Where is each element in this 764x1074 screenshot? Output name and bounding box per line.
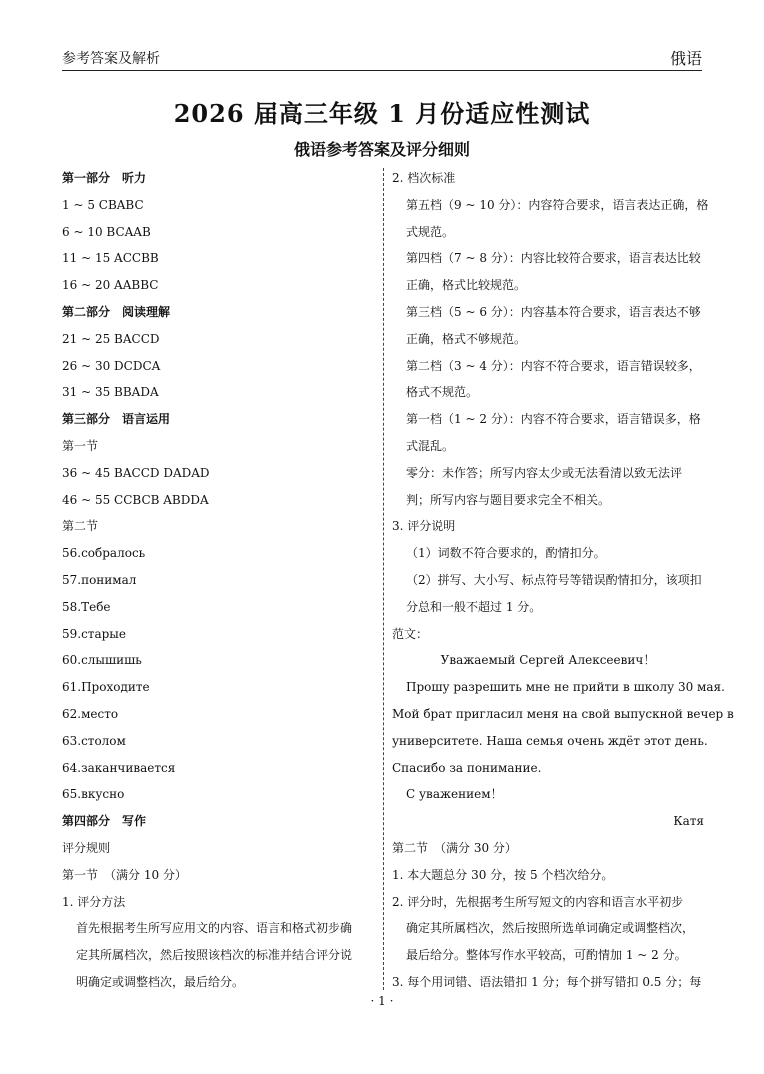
- subsection-label: 2. 档次标准: [392, 171, 456, 185]
- letter-greeting: Уважаемый Сергей Алексеевич！: [440, 653, 656, 668]
- paragraph-line: 正确，格式比较规范。: [406, 278, 527, 293]
- page-subtitle: 俄语参考答案及评分细则: [293, 140, 470, 159]
- letter-line: Мой брат пригласил меня на свой выпускной вечер в: [392, 706, 734, 721]
- paragraph-line: 第五档（9 ~ 10 分）：内容符合要求，语言表达正确，格: [406, 197, 709, 212]
- paragraph-line: 最后给分。整体写作水平较高，可酌情加 1 ~ 2 分。: [406, 948, 687, 963]
- letter-closing: С уважением！: [406, 787, 503, 802]
- answer-line: 16 ~ 20 AABBC: [62, 278, 159, 293]
- paragraph-line: 第四档（7 ~ 8 分）：内容比较符合要求，语言表达比较: [406, 251, 701, 266]
- subsection-label: 3. 评分说明: [392, 519, 456, 534]
- section-heading: 第一部分 听力: [62, 171, 147, 185]
- paragraph-line: 式规范。: [406, 224, 455, 239]
- paragraph-line: 第一档（1 ~ 2 分）：内容不符合要求，语言错误多，格: [406, 412, 701, 427]
- paragraph-line: 第三档（5 ~ 6 分）：内容基本符合要求，语言表达不够: [406, 304, 701, 319]
- paragraph-line: 正确，格式不够规范。: [406, 331, 527, 346]
- paragraph-line: 判；所写内容与题目要求完全不相关。: [406, 492, 611, 507]
- letter-line: Прошу разрешить мне не прийти в школу 30 мая.: [406, 680, 725, 695]
- column-divider: [383, 168, 384, 990]
- paragraph-line: 2. 评分时，先根据考生所写短文的内容和语言水平初步: [392, 894, 684, 909]
- paragraph-line: 第二档（3 ~ 4 分）：内容不符合要求，语言错误较多，: [406, 358, 701, 373]
- right-column: [392, 165, 734, 996]
- paragraph-line: 1. 本大题总分 30 分，按 5 个档次给分。: [392, 867, 614, 882]
- subsection-label: 第一节 （满分 10 分）: [62, 867, 187, 882]
- answer-line: 36 ~ 45 BACCD DADAD: [62, 465, 210, 480]
- answer-line: 6 ~ 10 BCAAB: [62, 224, 151, 239]
- answer-line: 1 ~ 5 CBABC: [62, 197, 144, 212]
- answer-line: 58.Тебе: [62, 599, 111, 614]
- paragraph-line: 定其所属档次，然后按照该档次的标准并结合评分说: [76, 948, 353, 963]
- paragraph-line: （2）拼写、大小写、标点符号等错误酌情扣分，该项扣: [406, 572, 702, 587]
- subsection-label: 范文：: [392, 626, 429, 641]
- paragraph-line: 零分：未作答；所写内容太少或无法看清以致无法评: [406, 465, 683, 480]
- answer-line: 26 ~ 30 DCDCA: [62, 358, 161, 373]
- paragraph-line: 格式不规范。: [406, 385, 479, 400]
- subsection-label: 第二节 （满分 30 分）: [392, 840, 517, 855]
- answer-line: 11 ~ 15 ACCBB: [62, 251, 159, 266]
- paragraph-line: 分总和一般不超过 1 分。: [406, 599, 542, 614]
- page-number: · 1 ·: [370, 994, 394, 1008]
- answer-line: 64.заканчивается: [62, 760, 176, 775]
- header-left: 参考答案及解析: [62, 51, 160, 67]
- subsection-label: 第一节: [62, 438, 99, 453]
- answer-line: 65.вкусно: [62, 787, 125, 802]
- answer-line: 46 ~ 55 CCBCB ABDDA: [62, 492, 209, 507]
- paragraph-line: （1）词数不符合要求的，酌情扣分。: [406, 546, 606, 561]
- paragraph-line: 确定其所属档次，然后按照所选单词确定或调整档次，: [406, 921, 695, 936]
- subsection-label: 第二节: [62, 519, 99, 534]
- answer-line: 60.слышишь: [62, 653, 142, 668]
- subsection-label: 评分规则: [62, 840, 111, 855]
- letter-line: университете. Наша семья очень ждёт этот день.: [392, 733, 708, 748]
- page-header: [62, 46, 702, 71]
- section-heading: 第二部分 阅读理解: [62, 304, 171, 319]
- header-right: 俄语: [669, 49, 702, 68]
- answer-line: 21 ~ 25 BACCD: [62, 331, 160, 346]
- answer-line: 31 ~ 35 BBADA: [62, 385, 159, 400]
- page-title: 2026 届高三年级 1 月份适应性测试: [173, 99, 591, 128]
- answer-line: 57.понимал: [62, 572, 137, 587]
- answer-line: 62.место: [62, 706, 119, 721]
- section-heading: 第三部分 语言运用: [62, 412, 171, 427]
- answer-line: 59.старые: [62, 626, 126, 641]
- answer-line: 56.собралось: [62, 546, 146, 561]
- paragraph-line: 首先根据考生所写应用文的内容、语言和格式初步确: [76, 921, 353, 936]
- subsection-label: 1. 评分方法: [62, 894, 126, 909]
- letter-line: Спасибо за понимание.: [392, 760, 542, 775]
- paragraph-line: 3. 每个用词错、语法错扣 1 分；每个拼写错扣 0.5 分；每: [392, 974, 702, 989]
- answer-line: 61.Проходите: [62, 680, 150, 695]
- letter-signature: Катя: [673, 814, 704, 829]
- answer-line: 63.столом: [62, 733, 126, 748]
- section-heading: 第四部分 写作: [62, 814, 147, 829]
- paragraph-line: 明确定或调整档次，最后给分。: [76, 974, 245, 989]
- left-column: [62, 165, 380, 996]
- paragraph-line: 式混乱。: [406, 438, 455, 453]
